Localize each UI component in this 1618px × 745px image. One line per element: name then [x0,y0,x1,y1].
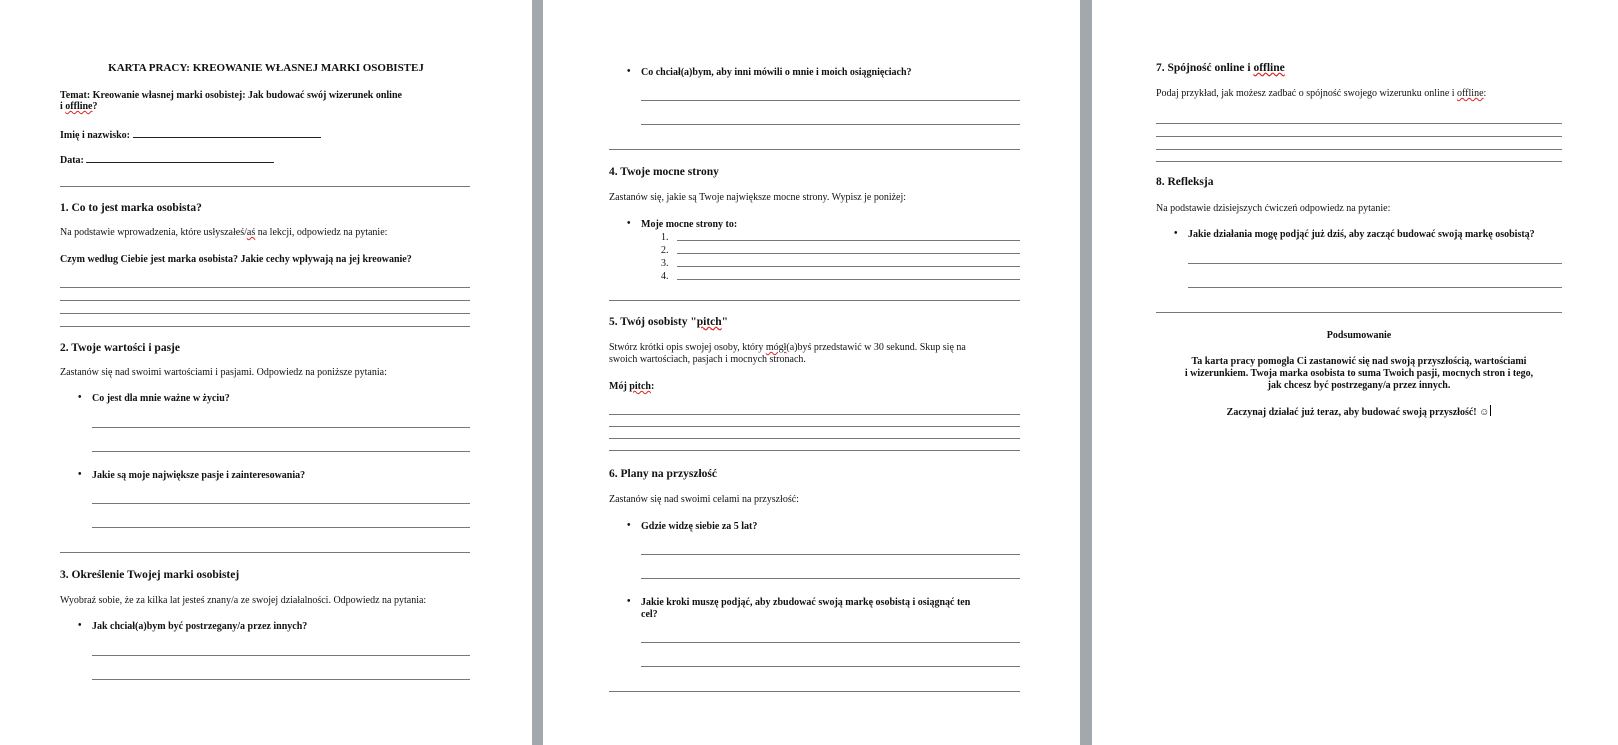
document-page-2[interactable] [543,0,1080,745]
answer-line[interactable] [92,655,470,656]
bullet-icon: • [627,520,631,531]
answer-line[interactable] [60,300,470,301]
answer-line[interactable] [641,124,1020,125]
date-field-row [60,152,274,167]
page-gap [1080,0,1092,745]
bullet-icon: • [627,596,631,607]
list-number: 3. [661,258,669,269]
bullet-icon: • [78,469,82,480]
section-1-intro [60,227,387,239]
separator-rule [60,186,470,187]
answer-line[interactable] [641,666,1020,667]
answer-line[interactable] [609,691,1020,692]
date-label: Data: [60,155,84,166]
answer-line[interactable] [1156,136,1562,137]
answer-line[interactable] [609,414,1020,415]
section-6-question-1: Gdzie widzę siebie za 5 lat? [641,521,758,532]
s5-intro-text: Stwórz krótki opis swojej osoby, który [609,342,766,353]
section-4-intro: Zastanów się, jakie są Twoje największe mocne strony. Wypisz je poniżej: [609,192,907,203]
answer-line[interactable] [609,300,1020,301]
answer-line[interactable] [1156,123,1562,124]
summary-line-1: Ta karta pracy pomogła Ci zastanowić się nad swoją przyszłością, wartościami [1191,356,1527,367]
pitch-label-colon: : [650,381,655,392]
answer-line[interactable] [1156,149,1562,150]
section-5-heading [609,316,728,328]
summary-line-2: i wizerunkiem. Twoja marka osobista to suma Twoich pasji, mocnych stron i tego, [1184,368,1534,379]
section-6-question-2-line-1: Jakie kroki muszę podjąć, aby zbudować swoją markę osobistą i osiągnąć ten [641,597,971,608]
section-1-heading: 1. Co to jest marka osobista? [60,202,202,214]
answer-line[interactable] [60,313,470,314]
topic-question-mark: ? [92,101,98,112]
topic-text: i [60,101,66,112]
section-6-intro: Zastanów się nad swoimi celami na przyszłość: [609,494,799,505]
document-page-1[interactable] [0,0,532,745]
section-8-intro: Na podstawie dzisiejszych ćwiczeń odpowiedz na pytanie: [1156,203,1391,214]
section-2-question-1: Co jest dla mnie ważne w życiu? [92,393,230,404]
section-6-question-2-line-2: cel? [641,609,658,620]
s7-intro-colon: : [1483,88,1487,99]
answer-line[interactable] [92,527,470,528]
answer-line[interactable] [60,552,470,553]
list-number: 2. [661,245,669,256]
strength-line-3[interactable] [677,266,1020,267]
section-3-question-1: Jak chciał(a)bym być postrzegany/a przez innych? [92,621,308,632]
section-4-list-label: Moje mocne strony to: [641,219,738,230]
section-5-pitch-label [609,381,654,393]
s7-heading-offline: offline [1253,62,1285,74]
text-cursor [1490,405,1491,416]
name-label: Imię i nazwisko: [60,130,130,141]
section-7-heading [1156,62,1285,74]
name-blank[interactable] [133,127,321,138]
answer-line[interactable] [641,554,1020,555]
answer-line[interactable] [609,149,1020,150]
answer-line[interactable] [1156,161,1562,162]
s1-intro-text: Na podstawie wprowadzenia, które usłyszałeś/ [60,227,247,238]
section-3-question-2: Co chciał(a)bym, aby inni mówili o mnie i moich osiągnięciach? [641,67,912,78]
section-8-heading: 8. Refleksja [1156,176,1214,188]
s5-heading-text: 5. Twój osobisty " [609,316,697,328]
bullet-icon: • [1174,228,1178,239]
answer-line[interactable] [92,503,470,504]
bullet-icon: • [78,620,82,631]
worksheet-title: KARTA PRACY: KREOWANIE WŁASNEJ MARKI OSOBISTEJ [108,62,424,74]
s1-intro-rest: na lekcji, odpowiedz na pytanie: [255,227,388,238]
s5-intro-misspelled: mógł [765,342,787,353]
answer-line[interactable] [609,450,1020,451]
closing-text: Zaczynaj działać już teraz, aby budować swoją przyszłość! ☺ [1226,407,1490,418]
s7-heading-text: 7. Spójność online i [1156,62,1254,74]
s7-intro-offline: offline [1457,88,1484,99]
section-8-question-1: Jakie działania mogę podjąć już dziś, aby zacząć budować swoją markę osobistą? [1188,229,1535,240]
section-3-heading: 3. Określenie Twojej marki osobistej [60,569,240,581]
answer-line[interactable] [609,438,1020,439]
answer-line[interactable] [641,642,1020,643]
answer-line[interactable] [641,578,1020,579]
answer-line[interactable] [609,426,1020,427]
date-blank[interactable] [86,152,274,163]
answer-line[interactable] [92,451,470,452]
pitch-label-text: Mój [609,381,630,392]
s1-intro-misspelled: aś [246,227,256,238]
bullet-icon: • [627,66,631,77]
answer-line[interactable] [1188,287,1562,288]
topic-offline-word: offline [65,101,93,112]
answer-line[interactable] [1188,263,1562,264]
bullet-icon: • [78,392,82,403]
answer-line[interactable] [92,427,470,428]
answer-line[interactable] [641,100,1020,101]
list-number: 1. [661,232,669,243]
bullet-icon: • [627,218,631,229]
closing-line [1156,405,1562,419]
section-7-intro [1156,88,1486,100]
section-1-question: Czym według Ciebie jest marka osobista? Jakie cechy wpływają na jej kreowanie? [60,254,412,265]
section-6-heading: 6. Plany na przyszłość [609,468,717,480]
s5-heading-pitch: pitch [696,316,722,328]
section-2-question-2: Jakie są moje największe pasje i zainteresowania? [92,470,306,481]
page-gap [532,0,543,745]
section-3-intro: Wyobraź sobie, że za kilka lat jesteś znany/a ze swojej działalności. Odpowiedz na pytania: [60,595,427,606]
strength-line-4[interactable] [677,279,1020,280]
summary-title: Podsumowanie [1326,330,1392,341]
answer-line[interactable] [92,679,470,680]
section-2-heading: 2. Twoje wartości i pasje [60,342,180,354]
answer-line[interactable] [60,287,470,288]
document-page-3[interactable] [1092,0,1618,745]
name-field-row [60,127,321,142]
topic-line-1: Temat: Kreowanie własnej marki osobistej: Jak budować swój wizerunek online [60,90,402,101]
answer-line[interactable] [60,326,470,327]
list-number: 4. [661,271,669,282]
pitch-label-word: pitch [629,381,651,392]
s7-intro-text: Podaj przykład, jak możesz zadbać o spójność swojego wizerunku online i [1156,88,1458,99]
s5-intro-rest: (a)byś przedstawić w 30 sekund. Skup się na [786,342,966,353]
s5-heading-quote: " [721,316,729,328]
strength-line-2[interactable] [677,253,1020,254]
summary-line-3: jak chcesz być postrzegany/a przez innych. [1267,380,1451,391]
section-4-heading: 4. Twoje mocne strony [609,166,719,178]
strength-line-1[interactable] [677,240,1020,241]
answer-line[interactable] [1156,312,1562,313]
topic-line-2 [60,101,98,113]
section-5-intro-line-1 [609,342,966,354]
section-5-intro-line-2: swoich wartościach, pasjach i mocnych stronach. [609,354,806,365]
section-2-intro: Zastanów się nad swoimi wartościami i pasjami. Odpowiedz na poniższe pytania: [60,367,387,378]
